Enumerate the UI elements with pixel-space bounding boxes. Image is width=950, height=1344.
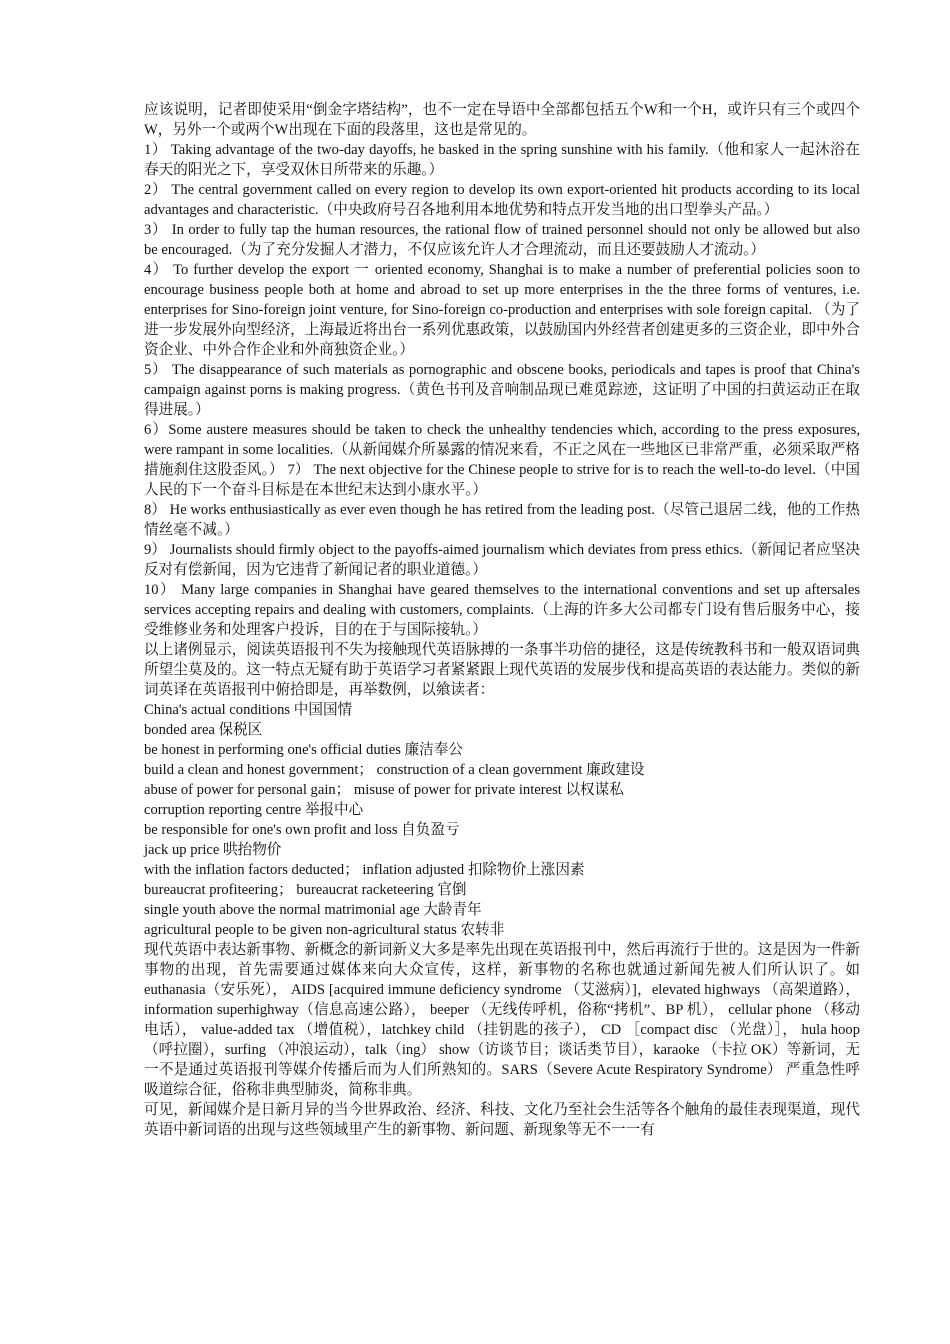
- term-entry: agricultural people to be given non-agricultural status 农转非: [144, 922, 505, 938]
- document-body: [144, 100, 860, 1140]
- term-entry: jack up price 哄抬物价: [144, 842, 282, 858]
- example-3: 3） In order to fully tap the human resources, the rational flow of trained personnel should not only be allowed but also be encouraged.（为了充分发掘人才潜力，不仅应该允许人才合理流动，而且还要鼓励人才流动。）: [144, 222, 860, 258]
- term-entry: be honest in performing one's official duties 廉洁奉公: [144, 742, 463, 758]
- term-entry: build a clean and honest government； construction of a clean government 廉政建设: [144, 762, 645, 778]
- term-entry: corruption reporting centre 举报中心: [144, 802, 364, 818]
- term-entry: with the inflation factors deducted； inflation adjusted 扣除物价上涨因素: [144, 862, 585, 878]
- example-2: 2） The central government called on every region to develop its own export-oriented hit products according to its local advantages and characteristic.（中央政府号召各地利用本地优势和特点开发当地的出口型拳头产品。）: [144, 182, 860, 218]
- example-10: 10） Many large companies in Shanghai have geared themselves to the international conventions and set up aftersales services accepting repairs and dealing with customers, complaints.（上海的许多大公司都专门设有售后服务中心，接受维修业务和处理客户投诉，目的在于与国际接轨。）: [144, 582, 860, 638]
- example-1: 1） Taking advantage of the two-day dayoffs, he basked in the spring sunshine with his family.（他和家人一起沐浴在春天的阳光之下，享受双休日所带来的乐趣。）: [144, 142, 860, 178]
- term-entry: single youth above the normal matrimonial age 大龄青年: [144, 902, 482, 918]
- new-words-paragraph: 现代英语中表达新事物、新概念的新词新义大多是率先出现在英语报刊中，然后再流行于世的。这是因为一件新事物的出现，首先需要通过媒体来向大众宣传，这样，新事物的名称也就通过新闻先被人们所认识了。如 euthanasia（安乐死）， AIDS [acquired immune deficiency syndrome （艾滋病）]，elevated highways （高架道路）， information superhighway（信息高速公路）， beeper （无线传呼机，俗称“拷机”、BP 机）， cellular phone （移动电话）， value-added tax （增值税），latchkey child （挂钥匙的孩子）， CD ［compact disc （光盘）］， hula hoop（呼拉圈），surfing （冲浪运动），talk（ing） show（访谈节目；谈话类节目），karaoke （卡拉 OK）等新词，无一不是通过英语报刊等媒介传播后而为人们所熟知的。SARS（Severe Acute Respiratory Syndrome） 严重急性呼吸道综合征，俗称非典型肺炎，简称非典。: [144, 942, 860, 1098]
- example-5: 5） The disappearance of such materials as pornographic and obscene books, periodicals and tapes is proof that China's campaign against porns is making progress.（黄色书刊及音响制品现已难觅踪迹，这证明了中国的扫黄运动正在取得进展。）: [144, 362, 860, 418]
- example-4: 4） To further develop the export 一 oriented economy, Shanghai is to make a number of preferential policies soon to encourage business people both at home and abroad to set up more enterprises in the the three forms of ventures, i.e. enterprises for Sino-foreign joint venture, for Sino-foreign co-production and enterprises with sole foreign capital. （为了进一步发展外向型经济，上海最近将出台一系列优惠政策，以鼓励国内外经营者创建更多的三资企业，即中外合资企业、中外合作企业和外商独资企业。）: [144, 262, 860, 358]
- term-entry: be responsible for one's own profit and loss 自负盈亏: [144, 822, 460, 838]
- intro-paragraph: 应该说明，记者即使采用“倒金字塔结构”，也不一定在导语中全部都包括五个W和一个H，或许只有三个或四个W，另外一个或两个W出现在下面的段落里，这也是常见的。: [144, 102, 860, 138]
- example-8: 8） He works enthusiastically as ever even though he has retired from the leading post.（尽管己退居二线，他的工作热情丝毫不减。）: [144, 502, 860, 538]
- summary-paragraph: 以上诸例显示，阅读英语报刊不失为接触现代英语脉搏的一条事半功倍的捷径，这是传统教科书和一般双语词典所望尘莫及的。这一特点无疑有助于英语学习者紧紧跟上现代英语的发展步伐和提高英语的表达能力。类似的新词英译在英语报刊中俯拾即是，再举数例，以飨读者：: [144, 642, 860, 698]
- term-entry: abuse of power for personal gain； misuse of power for private interest 以权谋私: [144, 782, 624, 798]
- term-entry: China's actual conditions 中国国情: [144, 702, 353, 718]
- example-9: 9） Journalists should firmly object to the payoffs-aimed journalism which deviates from press ethics.（新闻记者应坚决反对有偿新闻，因为它违背了新闻记者的职业道德。）: [144, 542, 860, 578]
- term-entry: bonded area 保税区: [144, 722, 263, 738]
- example-6-7: 6）Some austere measures should be taken to check the unhealthy tendencies which, according to the press exposures, were rampant in some localities.（从新闻媒介所暴露的情况来看，不正之风在一些地区已非常严重，必须采取严格措施刹住这股歪风。） 7） The next objective for the Chinese people to strive for is to reach the well-to-do level.（中国人民的下一个奋斗目标是在本世纪末达到小康水平。）: [144, 422, 860, 498]
- conclusion-paragraph: 可见，新闻媒介是日新月异的当今世界政治、经济、科技、文化乃至社会生活等各个触角的最佳表现渠道，现代英语中新词语的出现与这些领域里产生的新事物、新问题、新现象等无不一一有: [144, 1102, 860, 1138]
- term-entry: bureaucrat profiteering； bureaucrat racketeering 官倒: [144, 882, 467, 898]
